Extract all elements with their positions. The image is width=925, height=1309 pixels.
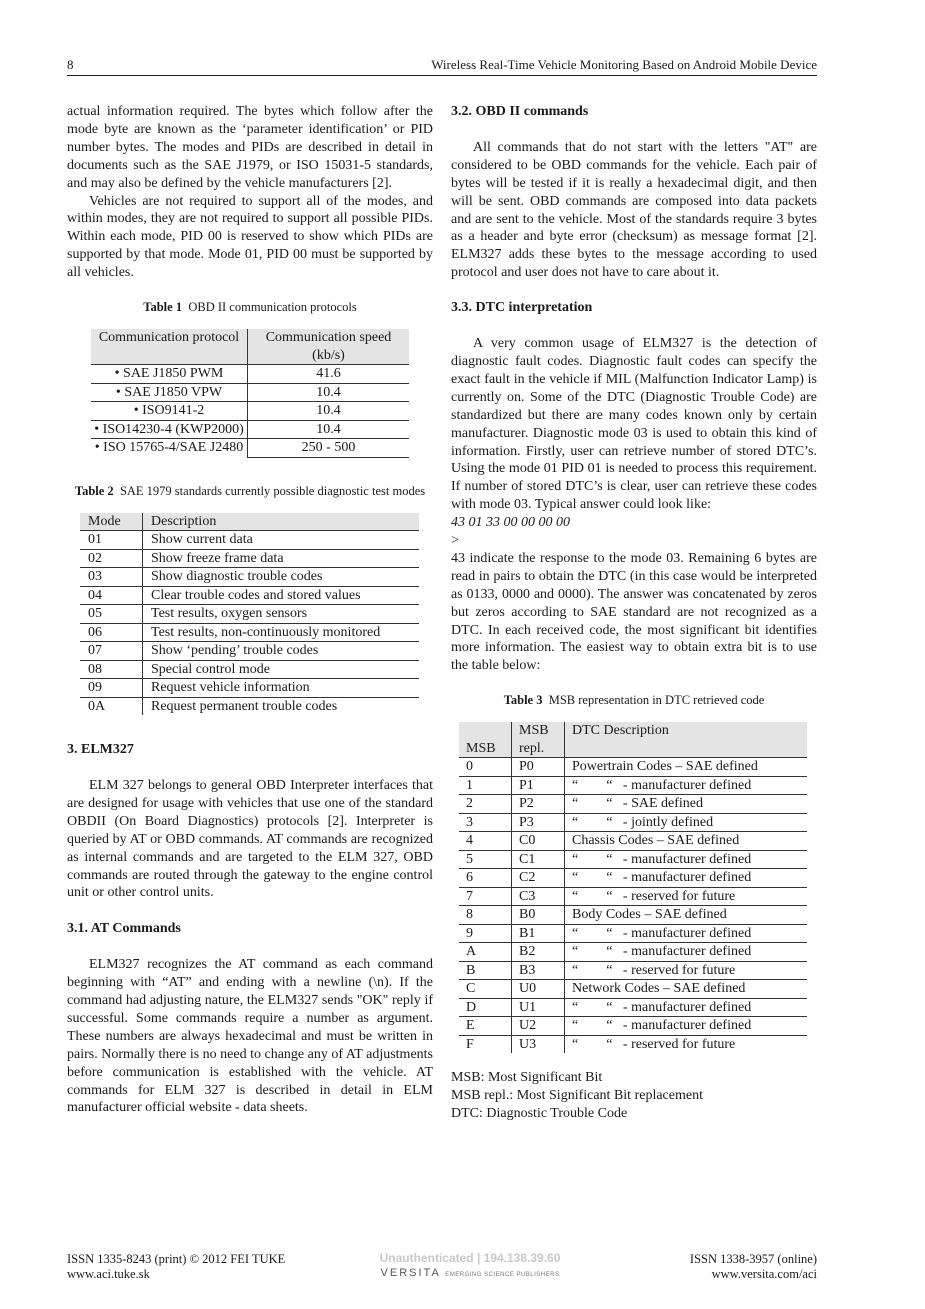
caption-text: MSB representation in DTC retrieved code	[548, 693, 765, 708]
table-row	[459, 980, 807, 999]
cell: 4	[459, 832, 512, 851]
cell: 07	[80, 642, 143, 661]
cell: • SAE J1850 VPW	[91, 383, 248, 402]
table-row	[459, 998, 807, 1017]
column-header: MSB	[459, 722, 512, 758]
caption-text: SAE 1979 standards currently possible diagnostic test modes	[119, 483, 426, 498]
cell: U3	[512, 1035, 565, 1053]
cell: 10.4	[248, 402, 410, 421]
table3-msb	[459, 722, 807, 1053]
cell: 41.6	[248, 365, 410, 384]
cell: “ “ - SAE defined	[565, 795, 808, 814]
cell: Show diagnostic trouble codes	[143, 568, 420, 587]
cell: “ “ - manufacturer defined	[565, 850, 808, 869]
logo-tagline: EMERGING SCIENCE PUBLISHERS	[445, 1272, 560, 1278]
column-header: Mode	[80, 513, 143, 531]
table3-caption	[451, 693, 817, 708]
page-number: 8	[67, 57, 74, 72]
table-row	[80, 623, 419, 642]
table-row	[459, 1017, 807, 1036]
column-header: Communication speed (kb/s)	[248, 329, 410, 365]
cell: 9	[459, 924, 512, 943]
cell: P0	[512, 758, 565, 777]
cell: Show current data	[143, 531, 420, 550]
print-issn: ISSN 1335-8243 (print) © 2012 FEI TUKE	[67, 1252, 286, 1266]
table-row	[459, 924, 807, 943]
obd-answer-line: 43 01 33 00 00 00 00	[451, 515, 570, 531]
paragraph: 43 indicate the response to the mode 03. Remaining 6 bytes are read in pairs to obtain the DTC (in this case would be interpreted as 0133, 0000 and 0000). The answer was concatenated by zeros but zeros according to SAE standard are not recognized as a DTC. In each received code, the most significant bit identifies more information. The easiest way to obtain extra bit is to use the table below:	[451, 550, 817, 674]
cell: Network Codes – SAE defined	[565, 980, 808, 999]
cell: U2	[512, 1017, 565, 1036]
table-row	[91, 402, 409, 421]
cell: 01	[80, 531, 143, 550]
paragraph: Vehicles are not required to support all of the modes, and within modes, they are not required to support all possible PIDs. Within each mode, PID 00 is reserved to show which PIDs are supported by that mode. Mode 01, PID 00 must be supported by all vehicles.	[67, 193, 433, 281]
cell: 04	[80, 586, 143, 605]
running-title: Wireless Real-Time Vehicle Monitoring Based on Android Mobile Device	[431, 57, 817, 72]
journal-url: www.aci.tuke.sk	[67, 1267, 150, 1281]
cell: U1	[512, 998, 565, 1017]
table-row	[91, 439, 409, 458]
table-row	[80, 531, 419, 550]
cell: • ISO14230-4 (KWP2000)	[91, 420, 248, 439]
section-heading: 3. ELM327	[67, 742, 134, 758]
cell: “ “ - reserved for future	[565, 961, 808, 980]
cell: Show ‘pending’ trouble codes	[143, 642, 420, 661]
cell: 0	[459, 758, 512, 777]
column-header: Description	[143, 513, 420, 531]
cell: “ “ - reserved for future	[565, 1035, 808, 1053]
caption-label: Table 2	[74, 483, 114, 498]
publisher-url: www.versita.com/aci	[711, 1267, 817, 1281]
cell: C1	[512, 850, 565, 869]
cell: B0	[512, 906, 565, 925]
section-heading: 3.3. DTC interpretation	[451, 300, 593, 316]
logo-text: VERSITA	[380, 1267, 441, 1279]
table3-legend	[451, 1069, 817, 1123]
table-row	[91, 383, 409, 402]
paragraph: ELM327 recognizes the AT command as each command beginning with “AT” and ending with a newline (\n). If the command had adjusting nature, the ELM327 sends "OK" reply if successful. Some commands require a number as argument. These numbers are always hexadecimal and must be written in pairs. Normally there is no need to change any of AT adjustments before communication is established with the vehicle. AT commands for ELM 327 is described in detail in ELM manufacturer official website - data sheets.	[67, 957, 433, 1116]
caption-label: Table 3	[503, 693, 543, 708]
cell: “ “ - jointly defined	[565, 813, 808, 832]
cell: 0A	[80, 697, 143, 715]
footer-right	[690, 1252, 817, 1282]
table-row	[80, 679, 419, 698]
cell: C2	[512, 869, 565, 888]
table-row	[459, 887, 807, 906]
cell: C3	[512, 887, 565, 906]
cell: B3	[512, 961, 565, 980]
cell: P1	[512, 776, 565, 795]
cell: Powertrain Codes – SAE defined	[565, 758, 808, 777]
online-issn: ISSN 1338-3957 (online)	[689, 1252, 817, 1266]
table-row	[459, 832, 807, 851]
cell: A	[459, 943, 512, 962]
caption-text: OBD II communication protocols	[188, 300, 357, 315]
cell: 5	[459, 850, 512, 869]
cell: • ISO9141-2	[91, 402, 248, 421]
prompt-line: >	[451, 533, 459, 549]
table-row	[80, 549, 419, 568]
cell: 08	[80, 660, 143, 679]
table-row	[459, 869, 807, 888]
cell: 10.4	[248, 420, 410, 439]
cell: F	[459, 1035, 512, 1053]
cell: Request permanent trouble codes	[143, 697, 420, 715]
cell: Test results, non-continuously monitored	[143, 623, 420, 642]
cell: Show freeze frame data	[143, 549, 420, 568]
cell: B2	[512, 943, 565, 962]
section-heading: 3.1. AT Commands	[67, 921, 181, 937]
table-row	[80, 568, 419, 587]
cell: Clear trouble codes and stored values	[143, 586, 420, 605]
cell: 09	[80, 679, 143, 698]
legend-line: MSB repl.: Most Significant Bit replacement	[451, 1088, 703, 1104]
cell: “ “ - manufacturer defined	[565, 998, 808, 1017]
cell: E	[459, 1017, 512, 1036]
table-row	[459, 1035, 807, 1053]
left-column	[67, 103, 433, 1117]
cell: 1	[459, 776, 512, 795]
cell: 3	[459, 813, 512, 832]
cell: “ “ - manufacturer defined	[565, 1017, 808, 1036]
table-row	[91, 365, 409, 384]
table-row	[459, 943, 807, 962]
cell: 05	[80, 605, 143, 624]
cell: 10.4	[248, 383, 410, 402]
paragraph: actual information required. The bytes which follow after the mode byte are known as the ‘parameter identification’ or PID number bytes. The modes and PIDs are described in detail in documents such as the SAE J1979, or ISO 15031-5 standards, and may also be defined by the vehicle manufacturers [2].	[67, 104, 433, 191]
section-heading: 3.2. OBD II commands	[451, 104, 589, 119]
cell: Test results, oxygen sensors	[143, 605, 420, 624]
cell: “ “ - manufacturer defined	[565, 869, 808, 888]
cell: Special control mode	[143, 660, 420, 679]
table-row	[459, 758, 807, 777]
cell: • SAE J1850 PWM	[91, 365, 248, 384]
cell: B1	[512, 924, 565, 943]
table-row	[459, 961, 807, 980]
paragraph: All commands that do not start with the letters "AT" are considered to be OBD commands for the vehicle. Each pair of bytes will be tested if it is really a hexadecimal digit, and then will be sent. OBD commands are composed into data packets and are sent to the vehicle. Most of the standards require 3 bytes as a header and byte error (checksum) as message format [2]. ELM327 adds these bytes to the message according to used protocol and user does not have to care about it.	[451, 139, 817, 281]
cell: D	[459, 998, 512, 1017]
column-header: Communication protocol	[91, 329, 248, 365]
cell: “ “ - manufacturer defined	[565, 943, 808, 962]
cell: • ISO 15765-4/SAE J2480	[91, 439, 248, 458]
cell: P3	[512, 813, 565, 832]
legend-line: DTC: Diagnostic Trouble Code	[451, 1106, 628, 1122]
table1-protocols	[91, 329, 409, 458]
paragraph: ELM 327 belongs to general OBD Interpreter interfaces that are designed for usage with vehicles that use one of the standard OBDII (On Board Diagnostics) protocols [2]. Interpreter is queried by AT or OBD commands. AT commands are recognized as internal commands and are targeted to the ELM 327, OBD commands are routed through the gateway to the engine control unit or other control units.	[67, 777, 433, 901]
cell: U0	[512, 980, 565, 999]
cell: Body Codes – SAE defined	[565, 906, 808, 925]
cell: Request vehicle information	[143, 679, 420, 698]
table-row	[80, 642, 419, 661]
table2-caption	[67, 484, 433, 499]
table-row	[80, 586, 419, 605]
cell: 7	[459, 887, 512, 906]
versita-logo	[370, 1265, 570, 1283]
cell: 6	[459, 869, 512, 888]
table-row	[459, 776, 807, 795]
legend-line: MSB: Most Significant Bit	[451, 1070, 603, 1086]
table-row	[80, 605, 419, 624]
table-row	[459, 813, 807, 832]
table-row	[91, 420, 409, 439]
table-row	[459, 795, 807, 814]
table-row	[80, 697, 419, 715]
caption-label: Table 1	[143, 300, 183, 315]
paragraph: A very common usage of ELM327 is the detection of diagnostic fault codes. Diagnostic fault codes can specify the exact fault in the vehicle if MIL (Malfunction Indicator Lamp) is currently on. Some of the DTC (Diagnostic Trouble Code) are standardized but there are many codes known only by certain manufacturer. Diagnostic mode 03 is used to obtain this kind of information. Firstly, user can retrieve number of stored DTC’s. Using the mode 01 PID 01 is needed to process this requirement. If number of stored DTC’s is clear, user can retrieve these codes with mode 03. Typical answer could look like:	[451, 336, 817, 513]
table1-caption	[67, 300, 433, 315]
cell: B	[459, 961, 512, 980]
footer-left	[67, 1252, 285, 1282]
cell: “ “ - manufacturer defined	[565, 924, 808, 943]
cell: 06	[80, 623, 143, 642]
cell: “ “ - reserved for future	[565, 887, 808, 906]
watermark	[370, 1251, 570, 1283]
right-column	[451, 103, 817, 1123]
column-header: DTC Description	[565, 722, 808, 758]
running-header	[67, 57, 817, 76]
cell: Chassis Codes – SAE defined	[565, 832, 808, 851]
column-header: MSB repl.	[512, 722, 565, 758]
cell: 2	[459, 795, 512, 814]
cell: 8	[459, 906, 512, 925]
watermark-ip: Unauthenticated | 194.138.39.60	[379, 1251, 561, 1265]
cell: 250 - 500	[248, 439, 410, 458]
table-row	[80, 660, 419, 679]
cell: 03	[80, 568, 143, 587]
cell: C0	[512, 832, 565, 851]
cell: “ “ - manufacturer defined	[565, 776, 808, 795]
table2-modes	[80, 513, 419, 716]
cell: 02	[80, 549, 143, 568]
cell: C	[459, 980, 512, 999]
table-row	[459, 906, 807, 925]
cell: P2	[512, 795, 565, 814]
table-row	[459, 850, 807, 869]
